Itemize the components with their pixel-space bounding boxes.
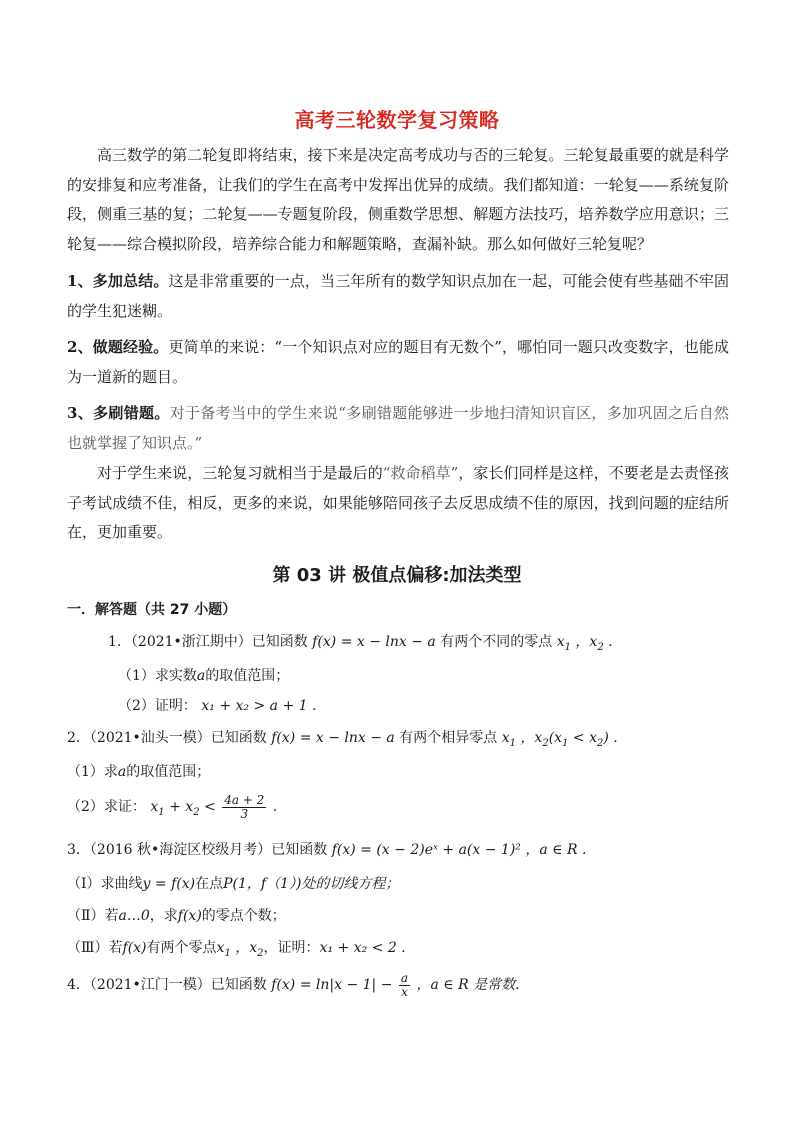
- problem-3-part-1: [67, 874, 399, 894]
- problem-3-condition: a…0: [118, 908, 150, 924]
- problem-3-part-1-text: 在点: [195, 876, 224, 892]
- lecture-title: 第 03 讲 极值点偏移:加法类型: [272, 565, 522, 586]
- closing-after: ，家长们同样是这样，不要老是去责怪孩子考试成绩不佳，相反，更多的来说，如果能够陪同孩子去反思成绩不佳的原因，找到问题的症结所在，更加重要。: [67, 464, 729, 541]
- problem-4-function: f(x) = ln|x − 1| −: [271, 977, 393, 993]
- fraction-denominator: 3: [240, 806, 249, 821]
- problem-3-part-3-text: 有两个零点: [146, 940, 217, 956]
- tip-2: [67, 333, 729, 392]
- problem-1-zeros: $x_1$ ，$x_2$ .: [556, 634, 613, 653]
- section-heading: 一．解答题（共 27 小题）: [67, 602, 237, 618]
- tip-1: [67, 267, 729, 326]
- problem-1: [108, 632, 613, 658]
- problem-3-inequality: x₁ + x₂ < 2 .: [319, 940, 406, 956]
- problem-1-function: f(x) = x − lnx − a: [312, 634, 436, 650]
- problem-3-fx: f(x): [177, 908, 202, 924]
- fraction-numerator: 4a + 2: [224, 792, 265, 807]
- problem-2-part-2-label: （2）求证：: [67, 799, 146, 815]
- problem-1-part-1-label: （1）求实数: [118, 668, 197, 684]
- problem-1-lead: 1．（2021•浙江期中）已知函数: [108, 634, 308, 650]
- fraction-denominator: x: [401, 984, 408, 999]
- problem-2-part-1-label: （1）求: [67, 764, 118, 780]
- tip-2-head: 2、做题经验。: [67, 338, 169, 356]
- problem-3-part-2-tail: 的零点个数；: [201, 908, 286, 924]
- problem-4: [67, 970, 520, 1000]
- problem-1-tail: 有两个不同的零点: [440, 634, 553, 650]
- fraction-numerator: a: [400, 970, 409, 985]
- problem-3-part-3-label: （Ⅲ）若: [67, 940, 123, 956]
- closing-paragraph: [67, 459, 729, 548]
- tip-2-body: 更简单的来说：“一个知识点对应的题目有无数个”，哪怕同一题只改变数字，也能成为一道新的题目。: [67, 338, 729, 386]
- problem-2: [67, 728, 618, 754]
- problem-3-point: P(1，f（1）)处的切线方程；: [223, 876, 400, 892]
- problem-4-tail: ，a ∈ R 是常数.: [416, 977, 520, 993]
- problem-1-part-2: [118, 696, 316, 716]
- problem-2-fraction: [222, 794, 266, 821]
- tip-3-body: 对于备考当中的学生来说“多刷错题能够进一步地扫清知识盲区，多加巩固之后自然也就掌握了知识点。”: [67, 404, 729, 452]
- problem-3-part-3: [67, 938, 406, 964]
- problem-3-lead: 3．（2016 秋•海淀区校级月考）已知函数: [67, 842, 328, 858]
- problem-2-part-1-text: 的取值范围；: [126, 764, 211, 780]
- problem-2-part-1: [67, 762, 210, 782]
- problem-2-part-2: （2）求证： $x_1 + x_2$ < $\frac{4a + 2}{3}$ .: [67, 792, 278, 821]
- tip-3: [67, 399, 729, 458]
- problem-1-part-1-text: 的取值范围；: [205, 668, 290, 684]
- problem-1-part-2-label: （2）证明：: [118, 698, 197, 714]
- closing-quote: “救命稻草”: [382, 464, 459, 482]
- problem-2-tail: 有两个相异零点: [399, 730, 498, 746]
- problem-3: [67, 840, 586, 860]
- variable-a: a: [196, 668, 206, 684]
- page-title: 高考三轮数学复习策略: [294, 108, 500, 132]
- problem-2-function: f(x) = x − lnx − a: [271, 730, 395, 746]
- problem-3-curve: y = f(x): [142, 876, 196, 892]
- problem-3-part-3-prove: ，证明：: [263, 940, 320, 956]
- tip-3-head: 3、多刷错题。: [67, 404, 170, 422]
- problem-4-fraction: [399, 972, 410, 999]
- tip-1-body: 这是非常重要的一点，当三年所有的数学知识点加在一起，可能会使有些基础不牢固的学生犯迷糊。: [67, 272, 729, 320]
- problem-3-part-2: [67, 906, 286, 926]
- intro-paragraph: 高三数学的第二轮复即将结束，接下来是决定高考成功与否的三轮复。三轮复最重要的就是科学的安排复和应考准备，让我们的学生在高考中发挥出优异的成绩。我们都知道：一轮复——系统复阶段，侧重三基的复；二轮复——专题复阶段，侧重数学思想、解题方法技巧，培养数学应用意识；三轮复——综合模拟阶段，培养综合能力和解题策略，查漏补缺。那么如何做好三轮复呢？: [67, 146, 729, 253]
- problem-3-tail: ，a ∈ R .: [525, 842, 587, 858]
- closing-before: 对于学生来说，三轮复习就相当于是最后的: [97, 464, 383, 482]
- problem-2-lead: 2．（2021•汕头一模）已知函数: [67, 730, 267, 746]
- problem-3-part-2-label: （Ⅱ）若: [67, 908, 119, 924]
- problem-3-function: f(x) = (x − 2)eˣ + a(x − 1)²: [331, 842, 521, 858]
- tip-1-head: 1、多加总结。: [67, 272, 169, 290]
- problem-2-zeros: $x_1$ ，$x_2(x_1 < x_2)$ .: [501, 730, 618, 749]
- problem-3-zeros: $x_1$ ，$x_2$: [216, 940, 264, 959]
- problem-1-inequality: x₁ + x₂ > a + 1 .: [201, 698, 317, 714]
- problem-3-part-1-label: （Ⅰ）求曲线: [67, 876, 143, 892]
- problem-1-part-1: [118, 666, 289, 686]
- problem-3-fx-2: f(x): [122, 940, 147, 956]
- problem-4-lead: 4．（2021•江门一模）已知函数: [67, 977, 267, 993]
- variable-a: a: [117, 764, 127, 780]
- problem-2-sum: $x_1 + x_2$ <: [150, 799, 216, 818]
- problem-3-part-2-text: ，求: [149, 908, 178, 924]
